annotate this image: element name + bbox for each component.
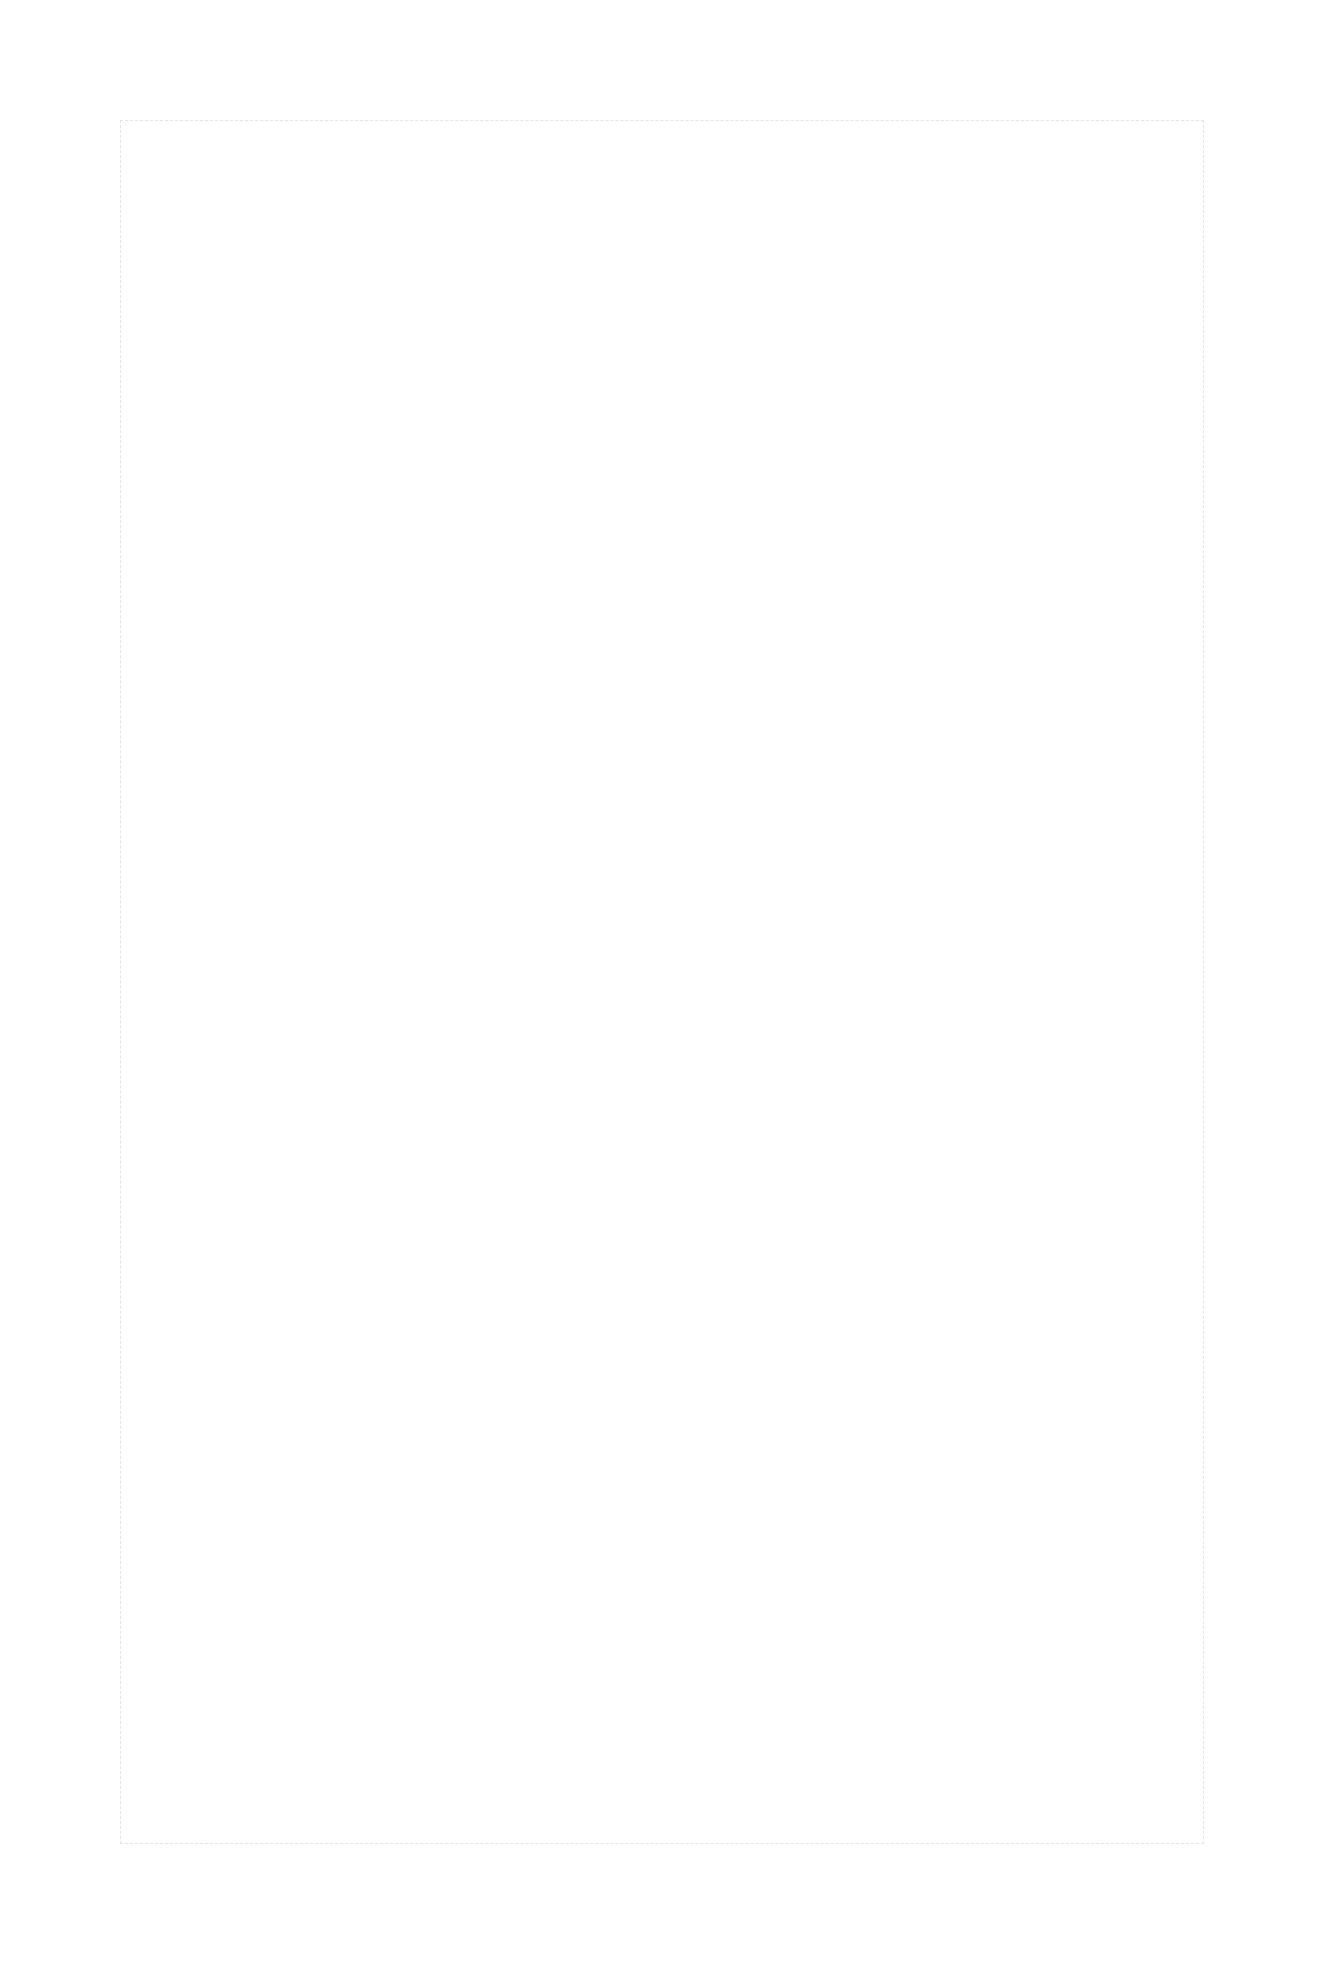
- blank-content-area: [120, 120, 1204, 1844]
